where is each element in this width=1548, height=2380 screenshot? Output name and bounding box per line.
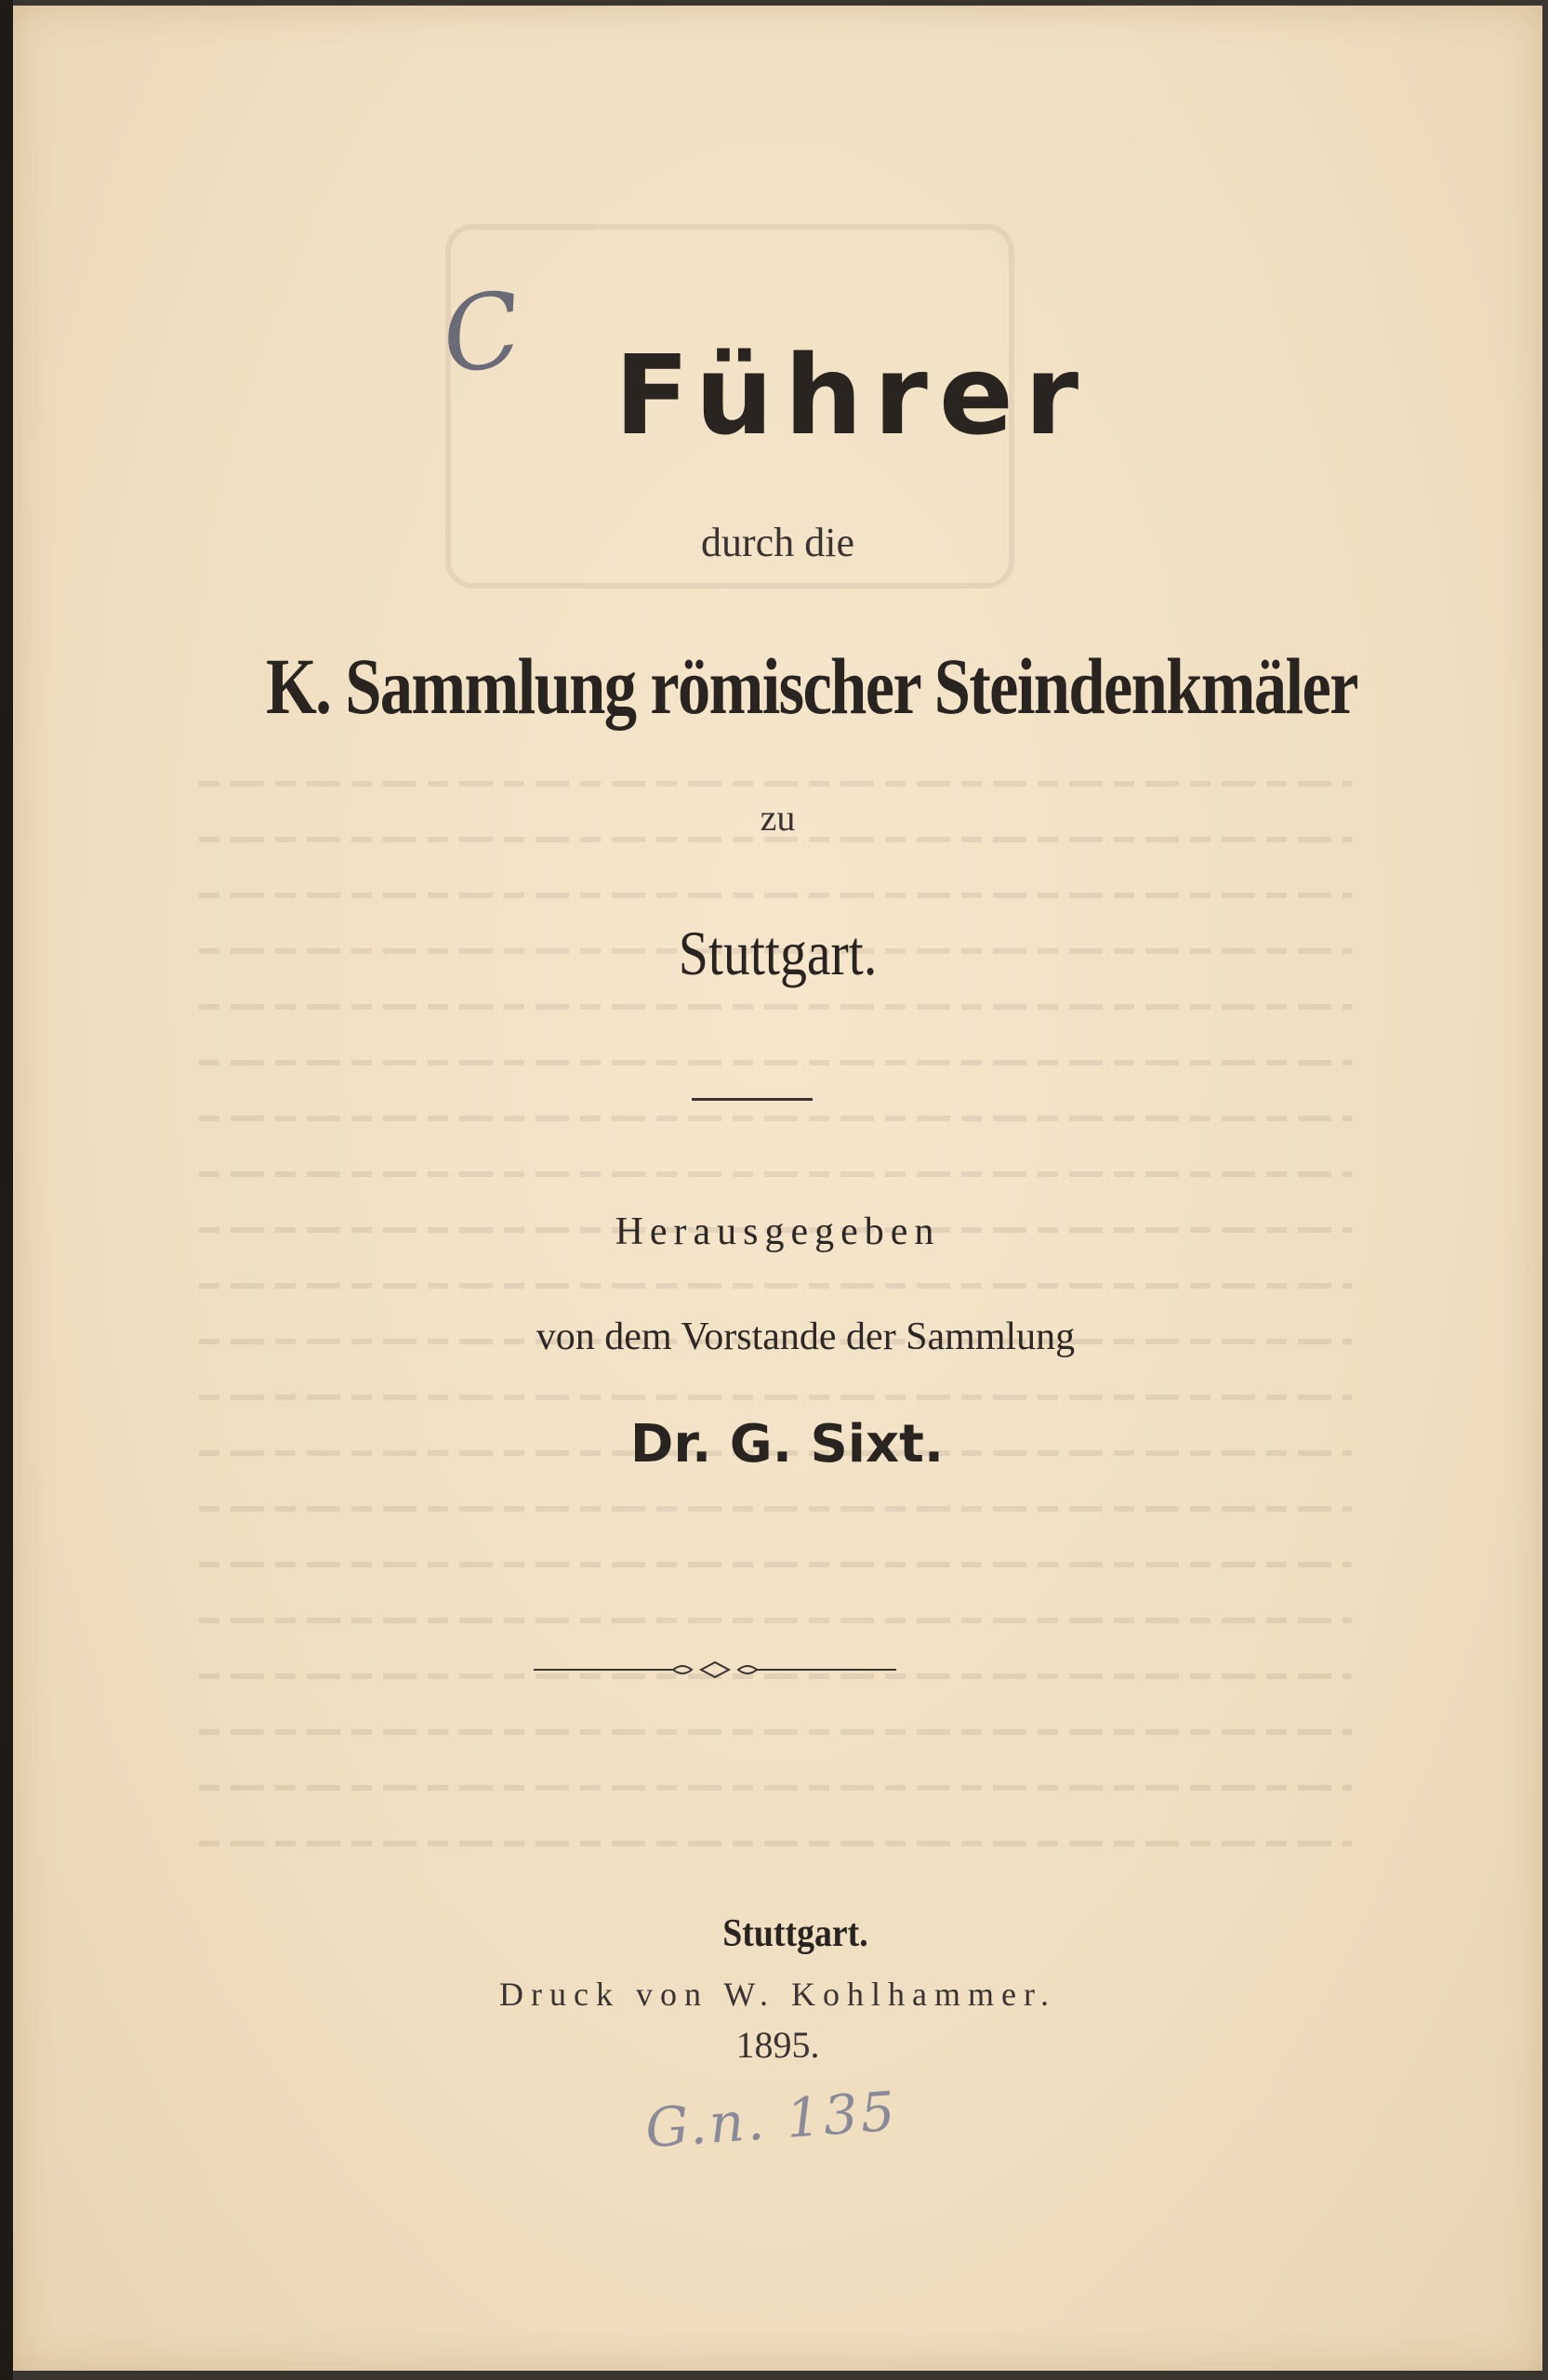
title-page <box>13 6 1542 2371</box>
editor-label: Herausgegeben <box>615 1210 941 1253</box>
editor-body: von dem Vorstande der Sammlung <box>536 1316 1076 1358</box>
imprint-place: Stuttgart. <box>722 1912 868 1955</box>
divider-rule <box>692 1098 813 1101</box>
ornamental-rule <box>534 1659 896 1681</box>
title-subtitle: durch die <box>701 520 854 565</box>
book-title: Führer <box>614 331 1091 459</box>
handwritten-c-mark: C <box>434 268 529 398</box>
connector-word: zu <box>760 797 796 839</box>
author-name: Dr. G. Sixt. <box>629 1414 945 1474</box>
city-name: Stuttgart. <box>678 918 878 988</box>
handwritten-shelfmark: G.n. 135 <box>642 2079 900 2161</box>
collection-title: K. Sammlung römischer Steindenkmäler <box>266 641 1357 731</box>
imprint-year: 1895. <box>735 2024 820 2066</box>
imprint-printer: Druck von W. Kohlhammer. <box>499 1976 1056 2013</box>
scan-edge <box>0 0 13 2380</box>
